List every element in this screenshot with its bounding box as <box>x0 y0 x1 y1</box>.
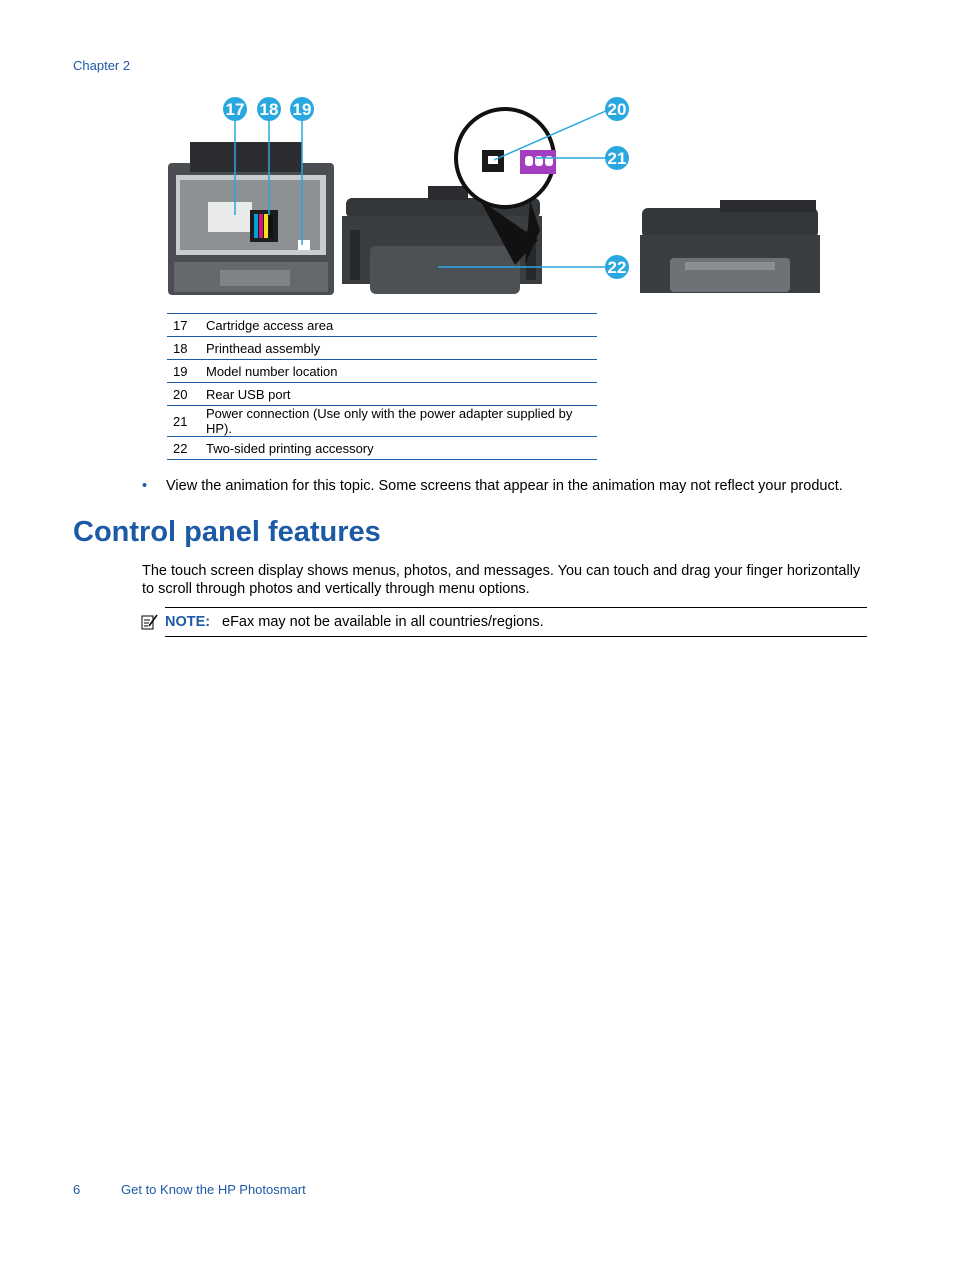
callout-badge-21 <box>605 146 629 170</box>
printer-figure <box>160 90 840 302</box>
callout-text-21: 21 <box>607 149 627 168</box>
part-label: Two-sided printing accessory <box>206 437 597 460</box>
callout-badge-20 <box>605 97 629 121</box>
part-label: Cartridge access area <box>206 314 597 337</box>
part-label: Printhead assembly <box>206 337 597 360</box>
callout-text-17: 17 <box>225 100 245 119</box>
bullet-mark: • <box>142 478 148 494</box>
callout-text-20: 20 <box>607 100 627 119</box>
part-label: Rear USB port <box>206 383 597 406</box>
part-number: 17 <box>167 314 206 337</box>
section-paragraph: The touch screen display shows menus, photos, and messages. You can touch and drag your finger horizontally to scroll through photos and vertically through menu options. <box>142 563 861 597</box>
note-text: eFax may not be available in all countries/regions. <box>222 614 544 630</box>
animation-link-text[interactable]: View the animation for this topic. Some screens that appear in the animation may not reflect your product. <box>166 478 843 494</box>
table-row <box>167 406 597 437</box>
printer-interior-image <box>168 142 334 295</box>
table-row <box>167 383 597 406</box>
part-number: 18 <box>167 337 206 360</box>
table-row <box>167 437 597 460</box>
part-number: 21 <box>167 406 206 437</box>
callout-badge-19 <box>290 97 314 121</box>
callout-text-18: 18 <box>259 100 279 119</box>
part-label: Model number location <box>206 360 597 383</box>
footer-title: Get to Know the HP Photosmart <box>121 1182 306 1197</box>
part-number: 19 <box>167 360 206 383</box>
page-number: 6 <box>73 1182 81 1197</box>
table-row <box>167 360 597 383</box>
part-label: Power connection (Use only with the power adapter supplied by HP). <box>206 406 597 437</box>
callout-badge-18 <box>257 97 281 121</box>
note-label: NOTE: <box>165 614 211 630</box>
note-box <box>165 607 867 637</box>
part-number: 20 <box>167 383 206 406</box>
parts-table <box>167 313 597 460</box>
table-row <box>167 314 597 337</box>
part-number: 22 <box>167 437 206 460</box>
note-pencil-icon <box>141 614 159 635</box>
printer-with-accessory-image <box>640 200 820 293</box>
animation-bullet <box>142 478 843 494</box>
callout-text-22: 22 <box>607 258 627 277</box>
section-title: Control panel features <box>73 516 381 548</box>
callout-text-19: 19 <box>292 100 312 119</box>
table-row <box>167 337 597 360</box>
chapter-header: Chapter 2 <box>73 58 131 73</box>
callout-badge-22 <box>605 255 629 279</box>
callout-badge-17 <box>223 97 247 121</box>
